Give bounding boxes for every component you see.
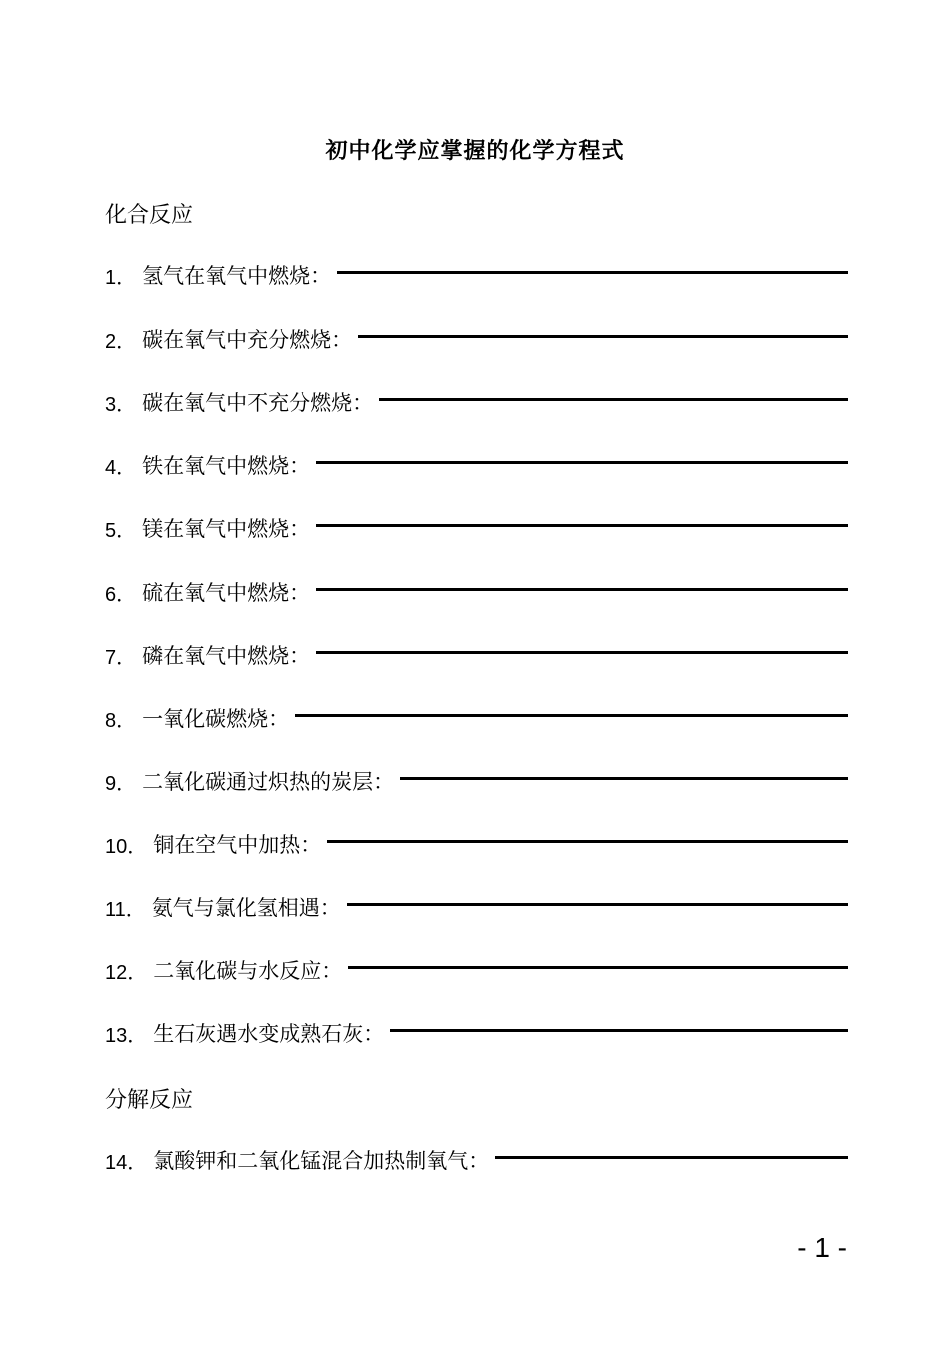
item-prompt: 二氧化碳通过炽热的炭层： (142, 770, 395, 794)
exercise-item-6 (105, 575, 848, 609)
item-prompt: 氢气在氧气中燃烧： (142, 264, 332, 288)
page-number: - 1 - (797, 1232, 847, 1263)
item-prompt: 磷在氧气中燃烧： (142, 644, 311, 668)
answer-blank[interactable] (495, 1156, 848, 1159)
exercise-item-11 (105, 890, 848, 924)
item-number: 3． (105, 393, 137, 416)
answer-blank[interactable] (337, 271, 848, 274)
exercise-item-10 (105, 827, 848, 861)
answer-blank[interactable] (379, 398, 848, 401)
exercise-item-12 (105, 953, 848, 987)
item-prompt: 镁在氧气中燃烧： (142, 517, 311, 541)
answer-blank[interactable] (316, 461, 848, 464)
answer-blank[interactable] (390, 1029, 848, 1032)
item-number: 6． (105, 583, 137, 606)
item-number: 2． (105, 330, 137, 353)
answer-blank[interactable] (316, 524, 848, 527)
section-heading-decomposition: 分解反应 (105, 1088, 194, 1113)
item-number: 13． (105, 1024, 148, 1047)
item-number: 14． (105, 1151, 148, 1174)
exercise-item-13 (105, 1016, 848, 1050)
item-prompt: 氨气与氯化氢相遇： (151, 896, 341, 920)
exercise-item-4 (105, 448, 848, 482)
item-prompt: 铁在氧气中燃烧： (142, 454, 311, 478)
answer-blank[interactable] (295, 714, 848, 717)
item-number: 1． (105, 266, 137, 289)
item-number: 4． (105, 456, 137, 479)
item-prompt: 硫在氧气中燃烧： (142, 581, 311, 605)
item-prompt: 碳在氧气中充分燃烧： (142, 328, 353, 352)
item-number: 5． (105, 519, 137, 542)
item-prompt: 铜在空气中加热： (153, 833, 322, 857)
item-number: 12． (105, 961, 148, 984)
answer-blank[interactable] (358, 335, 848, 338)
section-heading-combination: 化合反应 (105, 203, 194, 228)
answer-blank[interactable] (316, 588, 848, 591)
item-number: 10． (105, 835, 148, 858)
item-prompt: 碳在氧气中不充分燃烧： (142, 391, 374, 415)
item-prompt: 一氧化碳燃烧： (142, 707, 290, 731)
answer-blank[interactable] (327, 840, 848, 843)
exercise-item-8 (105, 701, 848, 735)
exercise-item-1 (105, 258, 848, 292)
answer-blank[interactable] (348, 966, 848, 969)
item-number: 11． (105, 898, 146, 921)
answer-blank[interactable] (400, 777, 848, 780)
item-number: 9． (105, 772, 137, 795)
exercise-item-5 (105, 511, 848, 545)
item-number: 7． (105, 646, 137, 669)
exercise-item-3 (105, 385, 848, 419)
exercise-item-2 (105, 322, 848, 356)
item-prompt: 二氧化碳与水反应： (153, 959, 343, 983)
exercise-item-9 (105, 764, 848, 798)
answer-blank[interactable] (316, 651, 848, 654)
exercise-item-14 (105, 1143, 848, 1177)
exercise-item-7 (105, 638, 848, 672)
document-title: 初中化学应掌握的化学方程式 (325, 139, 625, 164)
item-prompt: 生石灰遇水变成熟石灰： (153, 1022, 385, 1046)
item-prompt: 氯酸钾和二氧化锰混合加热制氧气： (153, 1149, 490, 1173)
answer-blank[interactable] (347, 903, 848, 906)
item-number: 8． (105, 709, 137, 732)
